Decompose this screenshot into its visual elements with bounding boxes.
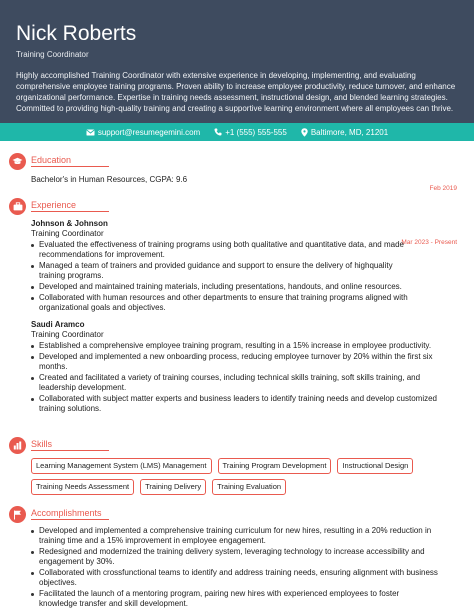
education-date: Feb 2019 xyxy=(429,185,457,192)
skills-heading: Skills xyxy=(31,439,53,449)
list-item: Developed and implemented a comprehensive training curriculum for new hires, resulting in a 20% reduction in training time and a 15% improvement in employee engagement. xyxy=(31,526,439,546)
resume-header xyxy=(0,0,474,123)
envelope-icon xyxy=(86,129,95,136)
skill-tag: Training Delivery xyxy=(140,479,206,495)
job-role: Training Coordinator xyxy=(31,330,104,339)
briefcase-icon xyxy=(9,198,26,215)
job-company: Johnson & Johnson xyxy=(31,219,108,228)
graduation-cap-icon xyxy=(9,153,26,170)
list-item: Collaborated with subject matter experts and business leaders to identify training needs and develop customized training solutions. xyxy=(31,394,439,414)
job-entry xyxy=(9,219,465,313)
skill-tag: Instructional Design xyxy=(337,458,413,474)
phone-text: +1 (555) 555-555 xyxy=(225,127,287,137)
education-heading: Education xyxy=(31,155,72,165)
skill-tag: Training Evaluation xyxy=(212,479,286,495)
list-item: Established a comprehensive employee training program, resulting in a 15% increase in employee productivity. xyxy=(31,341,439,351)
skills-list xyxy=(9,458,429,495)
candidate-role: Training Coordinator xyxy=(16,50,89,59)
list-item: Developed and maintained training materials, including presentations, handouts, and online resources. xyxy=(31,282,409,292)
degree-text: Bachelor's in Human Resources, CGPA: 9.6 xyxy=(31,175,188,184)
contact-email[interactable] xyxy=(86,128,200,137)
list-item: Collaborated with crossfunctional teams to identify and address training needs, ensuring alignment with business objectives. xyxy=(31,568,439,588)
bar-chart-icon xyxy=(9,437,26,454)
skills-section xyxy=(9,437,465,495)
list-item: Developed and implemented a new onboarding process, reducing employee turnover by 20% within the first six months. xyxy=(31,352,439,372)
contact-bar xyxy=(0,123,474,141)
section-divider xyxy=(31,211,109,212)
map-pin-icon xyxy=(301,128,308,137)
candidate-name: Nick Roberts xyxy=(16,22,137,45)
job-entry xyxy=(9,320,465,414)
job-role: Training Coordinator xyxy=(31,229,104,238)
accomplishments-heading: Accomplishments xyxy=(31,508,102,518)
profile-summary: Highly accomplished Training Coordinator with extensive experience in developing, implementing, and evaluating comprehensive employee training programs. Proven ability to increase employee productivity, reduce turnover, and enhance organizational performance. Expertise in training needs assessment, instructional design, and blended learning strategies. Committed to providing high-quality training and creating a supportive learning environment where all employees can thrive. xyxy=(16,71,456,113)
contact-phone[interactable] xyxy=(214,128,287,137)
email-text: support@resumegemini.com xyxy=(97,127,201,137)
list-item: Managed a team of trainers and provided guidance and support to ensure the delivery of highquality training programs. xyxy=(31,261,409,281)
job-company: Saudi Aramco xyxy=(31,320,85,329)
education-section xyxy=(9,153,465,192)
experience-section xyxy=(9,198,465,415)
job-date: Mar 2023 - Present xyxy=(401,239,457,246)
skill-tag: Training Program Development xyxy=(218,458,332,474)
section-divider xyxy=(31,166,109,167)
flag-icon xyxy=(9,506,26,523)
contact-location xyxy=(301,128,388,137)
location-text: Baltimore, MD, 21201 xyxy=(310,127,389,137)
phone-icon xyxy=(214,128,222,136)
accomplishments-section xyxy=(9,506,465,610)
list-item: Evaluated the effectiveness of training programs using both qualitative and quantitative data, and made recommendations for improvement. xyxy=(31,240,409,260)
list-item: Created and facilitated a variety of training courses, including technical skills training, soft skills training, and leadership development. xyxy=(31,373,439,393)
section-divider xyxy=(31,450,109,451)
list-item: Collaborated with human resources and other departments to ensure that training programs aligned with organizational goals and objectives. xyxy=(31,293,409,313)
list-item: Redesigned and modernized the training delivery system, leveraging technology to increase accessibility and engagement by 30%. xyxy=(31,547,439,567)
list-item: Facilitated the launch of a mentoring program, pairing new hires with experienced employees to foster knowledge transfer and skill development. xyxy=(31,589,439,609)
experience-heading: Experience xyxy=(31,200,77,210)
skill-tag: Learning Management System (LMS) Management xyxy=(31,458,212,474)
skill-tag: Training Needs Assessment xyxy=(31,479,134,495)
section-divider xyxy=(31,519,109,520)
